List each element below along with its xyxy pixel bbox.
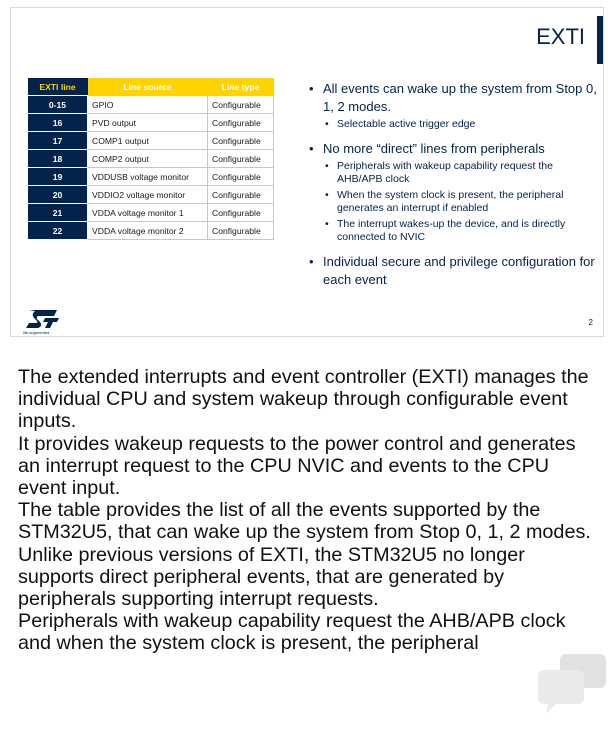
line-source: VDDUSB voltage monitor (88, 168, 208, 186)
header-line-type: Line type (208, 78, 274, 96)
line-source: PVD output (88, 114, 208, 132)
table-row (28, 168, 274, 186)
line-source: VDDIO2 voltage monitor (88, 186, 208, 204)
slide (10, 7, 604, 337)
notes-paragraph: It provides wakeup requests to the power control and generates an interrupt request to the CPU NVIC and events to the CPU event input. (18, 432, 576, 500)
exti-line-number: 19 (28, 168, 88, 186)
line-type: Configurable (208, 114, 274, 132)
notes-paragraph: Peripherals with wakeup capability request the AHB/APB clock and when the system clock is present, the peripheral (18, 610, 566, 655)
exti-line-number: 20 (28, 186, 88, 204)
line-type: Configurable (208, 132, 274, 150)
line-type: Configurable (208, 168, 274, 186)
notes-paragraph: Unlike previous versions of EXTI, the STM32U5 no longer supports direct peripheral events, that are generated by peripherals supporting interrupt requests. (18, 543, 525, 611)
line-source: VDDA voltage monitor 2 (88, 222, 208, 240)
exti-line-number: 18 (28, 150, 88, 168)
line-source: COMP2 output (88, 150, 208, 168)
sub-bullet-nvic: • The interrupt wakes-up the device, and is directly connected to NVIC (307, 218, 597, 244)
exti-lines-table (27, 78, 274, 240)
slide-bullets (307, 80, 597, 291)
logo-tagline: life.augmented (23, 330, 50, 335)
line-source: VDDA voltage monitor 1 (88, 204, 208, 222)
table-row (28, 114, 274, 132)
sub-bullet-system-clock: • When the system clock is present, the peripheral generates an interrupt if enabled (307, 189, 597, 215)
table-row (28, 96, 274, 114)
table-row (28, 150, 274, 168)
bullet-direct-lines: • No more “direct” lines from peripherals (307, 140, 597, 158)
table-header-row (28, 78, 274, 96)
exti-line-number: 17 (28, 132, 88, 150)
chat-bubble-watermark-icon (534, 652, 612, 736)
exti-line-number: 16 (28, 114, 88, 132)
bullet-secure-privilege: • Individual secure and privilege configuration for each event (307, 253, 597, 289)
line-source: COMP1 output (88, 132, 208, 150)
st-logo-icon (23, 306, 63, 332)
notes-paragraph: The table provides the list of all the events supported by the STM32U5, that can wake up the system from Stop 0, 1, 2 modes. (18, 499, 591, 544)
line-type: Configurable (208, 204, 274, 222)
line-source: GPIO (88, 96, 208, 114)
line-type: Configurable (208, 186, 274, 204)
notes-paragraph: The extended interrupts and event controller (EXTI) manages the individual CPU and system wakeup through configurable event inputs. (18, 366, 589, 433)
exti-line-number: 0-15 (28, 96, 88, 114)
line-type: Configurable (208, 150, 274, 168)
page-number: 2 (588, 318, 593, 327)
line-type: Configurable (208, 222, 274, 240)
slide-title: EXTI (536, 24, 585, 49)
table-row (28, 132, 274, 150)
line-type: Configurable (208, 96, 274, 114)
table-row (28, 204, 274, 222)
table-row (28, 222, 274, 240)
sub-bullet-trigger-edge: • Selectable active trigger edge (307, 118, 597, 131)
title-accent-bar (597, 16, 603, 64)
exti-line-number: 22 (28, 222, 88, 240)
header-exti-line: EXTI line (28, 78, 88, 96)
header-line-source: Line source (88, 78, 208, 96)
table-row (28, 186, 274, 204)
bullet-wakeup: • All events can wake up the system from Stop 0, 1, 2 modes. (307, 80, 597, 116)
sub-bullet-ahb-apb-clock: • Peripherals with wakeup capability request the AHB/APB clock (307, 160, 597, 186)
speaker-notes (18, 366, 602, 655)
exti-line-number: 21 (28, 204, 88, 222)
